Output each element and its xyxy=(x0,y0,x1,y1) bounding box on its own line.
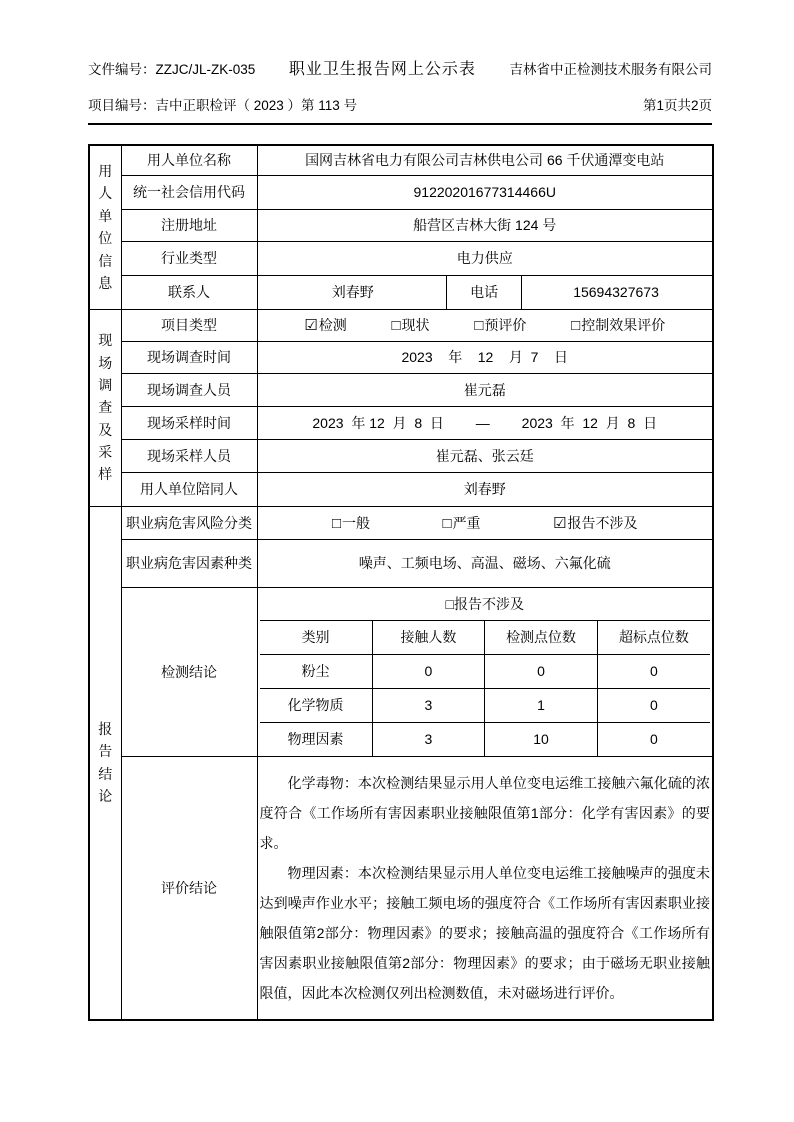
industry-label: 行业类型 xyxy=(121,241,257,275)
checkbox-icon: □ xyxy=(391,317,401,334)
checkbox-pre-evaluation xyxy=(474,315,526,335)
checkbox-severe xyxy=(443,513,481,533)
phone-label: 电话 xyxy=(446,276,521,309)
cell-category: 粉尘 xyxy=(260,654,373,688)
address-label: 注册地址 xyxy=(121,209,257,241)
checkbox-not-involved xyxy=(553,513,637,533)
doc-file-number: 文件编号：ZZJC/JL-ZK-035 xyxy=(88,62,256,77)
evaluation-paragraph-chemical: 化学毒物：本次检测结果显示用人单位变电运维工接触六氟化硫的浓度符合《工作场所有害因素职业接触限值第1部分：化学有害因素》的要求。 xyxy=(259,774,710,851)
form-table xyxy=(88,144,714,1021)
section-report-conclusion xyxy=(89,506,121,1020)
hazard-types-label: 职业病危害因素种类 xyxy=(121,539,257,587)
credit-code-value: 91220201677314466U xyxy=(257,175,713,209)
risk-class-label: 职业病危害风险分类 xyxy=(121,506,257,539)
table-row-dust xyxy=(260,654,711,688)
section-employer-info xyxy=(89,145,121,309)
project-number: 项目编号：吉中正职检评（ 2023 ）第 113 号 xyxy=(88,98,358,113)
checkbox-pre-evaluation-label: 预评价 xyxy=(484,317,527,333)
survey-staff-value: 崔元磊 xyxy=(257,373,713,406)
col-header-category: 类别 xyxy=(260,620,373,654)
escort-label: 用人单位陪同人 xyxy=(121,472,257,506)
checkbox-icon: □ xyxy=(331,514,342,532)
section-report-label: 报告结论 xyxy=(98,720,113,805)
checkbox-status-quo-label: 现状 xyxy=(401,317,430,333)
checkbox-detection xyxy=(304,315,346,335)
section-employer-label: 用人单位信息 xyxy=(98,163,113,292)
col-header-exposed-count: 接触人数 xyxy=(372,620,485,654)
contact-row xyxy=(260,276,711,309)
checkbox-status-quo xyxy=(391,315,429,335)
escort-value: 刘春野 xyxy=(257,472,713,506)
checked-checkbox-icon: ☑ xyxy=(304,317,318,334)
table-row-chemical xyxy=(260,688,711,722)
page-title: 职业卫生报告网上公示表 xyxy=(288,61,476,78)
cell-detection-points: 10 xyxy=(485,722,598,756)
sampling-date-value: 2023 年 12 月 8 日 — 2023 年 12 月 8 日 xyxy=(257,406,713,439)
contact-label: 联系人 xyxy=(121,275,257,309)
checkbox-general-label: 一般 xyxy=(342,514,371,531)
page-indicator: 第1页共2页 xyxy=(642,98,712,113)
checked-checkbox-icon: ☑ xyxy=(553,514,567,532)
detection-table xyxy=(260,620,711,756)
detection-table-header-row xyxy=(260,620,711,654)
project-type-options xyxy=(260,315,711,335)
cell-exceeding-points: 0 xyxy=(597,722,710,756)
checkbox-not-involved-label: 报告不涉及 xyxy=(567,514,638,531)
checkbox-icon: □ xyxy=(442,514,452,532)
employer-name-value: 国网吉林省电力有限公司吉林供电公司 66 千伏通潭变电站 xyxy=(257,145,713,175)
header-divider xyxy=(88,123,712,125)
section-survey-label: 现场调查及采样 xyxy=(98,332,113,483)
detection-na-option: □报告不涉及 xyxy=(445,595,524,612)
header-line-2 xyxy=(88,94,712,114)
cell-exceeding-points: 0 xyxy=(597,688,710,722)
detection-conclusion-label: 检测结论 xyxy=(121,587,257,756)
cell-category: 化学物质 xyxy=(260,688,373,722)
checkbox-icon: □ xyxy=(474,317,484,334)
employer-name-label: 用人单位名称 xyxy=(121,145,257,175)
col-header-exceeding-points: 超标点位数 xyxy=(597,620,710,654)
address-value: 船营区吉林大街 124 号 xyxy=(257,209,713,241)
evaluation-conclusion-text xyxy=(257,756,713,1020)
credit-code-label: 统一社会信用代码 xyxy=(121,175,257,209)
page-content xyxy=(88,0,712,1021)
col-header-detection-points: 检测点位数 xyxy=(485,620,598,654)
checkbox-control-effect-label: 控制效果评价 xyxy=(581,317,666,333)
table-row-physical xyxy=(260,722,711,756)
checkbox-severe-label: 严重 xyxy=(452,514,481,531)
sampling-staff-value: 崔元磊、张云廷 xyxy=(257,439,713,472)
risk-class-options xyxy=(260,513,711,533)
sampling-date-label: 现场采样时间 xyxy=(121,406,257,439)
project-type-label: 项目类型 xyxy=(121,309,257,341)
evaluation-paragraph-physical: 物理因素：本次检测结果显示用人单位变电运维工接触噪声的强度未达到噪声作业水平；接触工频电场的强度符合《工作场所有害因素职业接触限值第2部分：物理因素》的要求；接触高温的强度符合《工作场所有害因素职业接触限值第2部分：物理因素》的要求；由于磁场无职业接触限值，因此本次检测仅列出检测数值，未对磁场进行评价。 xyxy=(259,864,710,1001)
cell-exceeding-points: 0 xyxy=(597,654,710,688)
checkbox-icon: □ xyxy=(571,317,581,334)
cell-category: 物理因素 xyxy=(260,722,373,756)
survey-date-label: 现场调查时间 xyxy=(121,341,257,373)
checkbox-general xyxy=(332,513,370,533)
survey-staff-label: 现场调查人员 xyxy=(121,373,257,406)
cell-exposed-count: 3 xyxy=(372,722,485,756)
hazard-types-value: 噪声、工频电场、高温、磁场、六氟化硫 xyxy=(257,539,713,587)
checkbox-detection-label: 检测 xyxy=(318,317,347,333)
evaluation-conclusion-label: 评价结论 xyxy=(121,756,257,1020)
cell-detection-points: 0 xyxy=(485,654,598,688)
section-site-survey xyxy=(89,309,121,506)
cell-exposed-count: 3 xyxy=(372,688,485,722)
cell-detection-points: 1 xyxy=(485,688,598,722)
cell-exposed-count: 0 xyxy=(372,654,485,688)
phone-value: 15694327673 xyxy=(521,276,710,309)
checkbox-control-effect xyxy=(571,315,665,335)
company-name: 吉林省中正检测技术服务有限公司 xyxy=(509,62,712,77)
contact-name: 刘春野 xyxy=(331,284,374,300)
sampling-staff-label: 现场采样人员 xyxy=(121,439,257,472)
header-line-1 xyxy=(88,56,712,79)
industry-value: 电力供应 xyxy=(257,241,713,275)
survey-date-value: 2023 年 12 月 7 日 xyxy=(257,341,713,373)
